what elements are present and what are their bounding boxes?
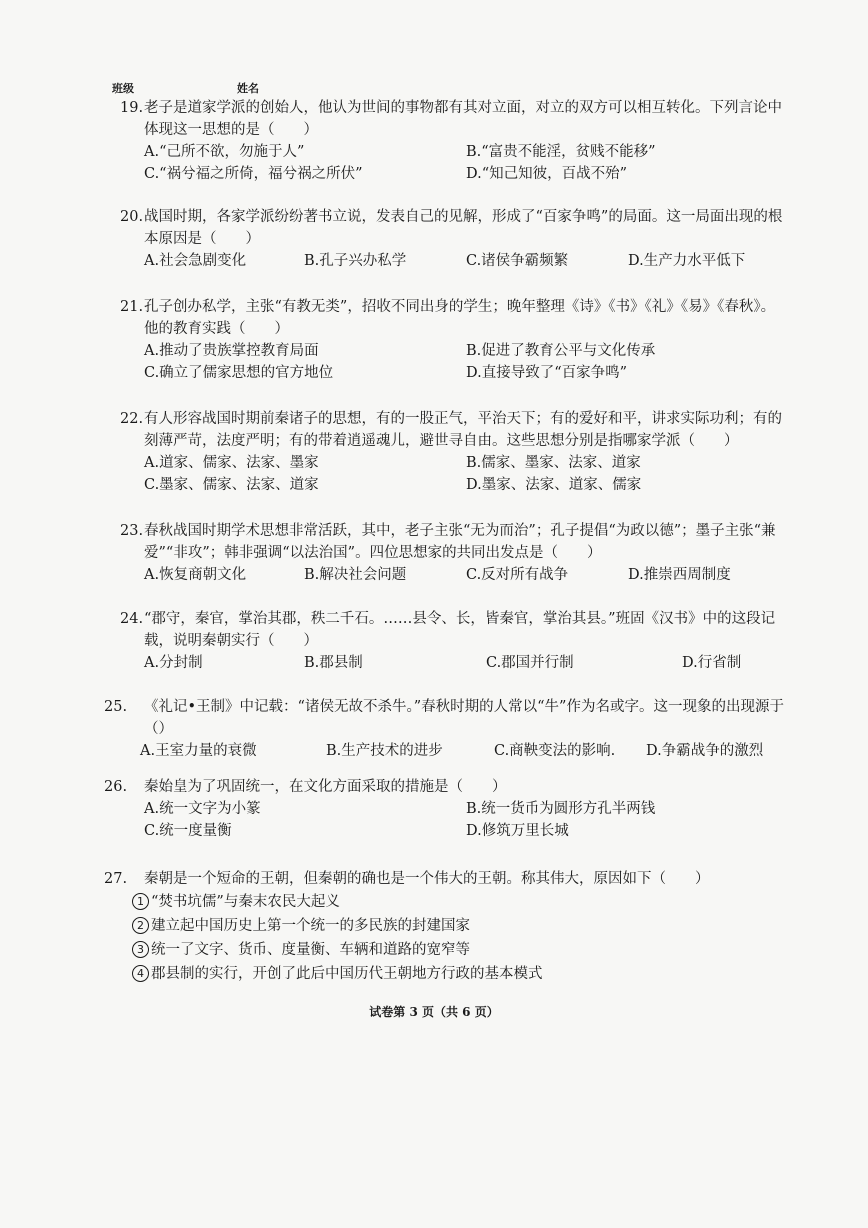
options-row	[144, 452, 784, 474]
question-text: 老子是道家学派的创始人，他认为世间的事物都有其对立面，对立的双方可以相互转化。下列言论中体现这一思想的是（ ）	[144, 100, 782, 138]
options-row	[144, 362, 784, 384]
question-stem	[120, 206, 784, 250]
question-20	[120, 206, 784, 272]
question-stem	[120, 520, 784, 564]
question-number: 21.	[120, 299, 144, 315]
option-a: A.统一文字为小篆	[144, 801, 261, 817]
question-22	[120, 408, 784, 496]
statement-text: 建立起中国历史上第一个统一的多民族的封建国家	[151, 918, 470, 934]
option-b: B.生产技术的进步	[326, 743, 443, 759]
option-a: A.社会急剧变化	[144, 253, 247, 269]
options-row	[144, 340, 784, 362]
options-row	[144, 564, 784, 586]
question-text: 秦始皇为了巩固统一，在文化方面采取的措施是（ ）	[144, 779, 507, 795]
option-b: B.“富贵不能淫，贫贱不能移”	[466, 144, 656, 160]
option-d: D.争霸战争的激烈	[646, 743, 764, 759]
question-stem	[104, 776, 784, 798]
option-c: C.郡国并行制	[486, 655, 574, 671]
option-c: C.“祸兮福之所倚，福兮祸之所伏”	[144, 166, 363, 182]
statement-marker: 2	[132, 917, 149, 934]
option-d: D.直接导致了“百家争鸣”	[466, 365, 628, 381]
options-row	[144, 820, 784, 842]
option-a: A.推动了贵族掌控教育局面	[144, 343, 319, 359]
option-c: C.墨家、儒家、法家、道家	[144, 477, 319, 493]
question-text: 春秋战国时期学术思想非常活跃，其中，老子主张“无为而治”；孔子提倡“为政以德”；墨子主张“兼爱”“非攻”；韩非强调“以法治国”。四位思想家的共同出发点是（ ）	[144, 523, 776, 561]
option-d: D.生产力水平低下	[628, 253, 746, 269]
question-text: 孔子创办私学，主张“有教无类”，招收不同出身的学生；晚年整理《诗》《书》《礼》《易》《春秋》。他的教育实践（ ）	[144, 299, 776, 337]
statement-item	[132, 938, 784, 962]
question-stem	[104, 868, 784, 890]
question-27	[104, 868, 784, 986]
options-row	[144, 474, 784, 496]
question-text: 秦朝是一个短命的王朝，但秦朝的确也是一个伟大的王朝。称其伟大，原因如下（ ）	[144, 871, 710, 887]
question-stem	[120, 296, 784, 340]
option-b: B.解决社会问题	[304, 567, 407, 583]
question-stem	[120, 97, 784, 141]
name-label: 姓名	[237, 82, 259, 95]
option-d: D.墨家、法家、道家、儒家	[466, 477, 642, 493]
option-d: D.“知己知彼，百战不殆”	[466, 166, 628, 182]
question-25	[104, 696, 784, 762]
question-stem	[104, 696, 784, 740]
options-row	[144, 163, 784, 185]
statement-item	[132, 890, 784, 914]
question-26	[104, 776, 784, 842]
statement-marker: 4	[132, 965, 149, 982]
question-number: 24.	[120, 611, 144, 627]
question-number: 23.	[120, 523, 144, 539]
options-row	[144, 250, 784, 272]
question-number: 20.	[120, 209, 144, 225]
option-c: C.反对所有战争	[466, 567, 569, 583]
question-number: 19.	[120, 100, 144, 116]
option-b: B.孔子兴办私学	[304, 253, 407, 269]
options-row	[144, 798, 784, 820]
option-a: A.恢复商朝文化	[144, 567, 247, 583]
question-24	[120, 608, 784, 674]
question-text: “郡守，秦官，掌治其郡，秩二千石。……县令、长，皆秦官，掌治其县。”班固《汉书》中的这段记载，说明秦朝实行（ ）	[144, 611, 776, 649]
option-a: A.王室力量的衰微	[140, 743, 257, 759]
options-row	[144, 652, 784, 674]
question-text: 有人形容战国时期前秦诸子的思想，有的一股正气，平治天下；有的爱好和平，讲求实际功利；有的刻薄严苛，法度严明；有的带着逍遥魂儿，避世寻自由。这些思想分别是指哪家学派（ ）	[144, 411, 782, 449]
option-c: C.商鞅变法的影响.	[494, 743, 616, 759]
option-a: A.道家、儒家、法家、墨家	[144, 455, 319, 471]
statement-text: “焚书坑儒”与秦末农民大起义	[151, 894, 340, 910]
option-d: D.行省制	[682, 655, 742, 671]
option-c: C.统一度量衡	[144, 823, 232, 839]
question-text: 战国时期，各家学派纷纷著书立说，发表自己的见解，形成了“百家争鸣”的局面。这一局面出现的根本原因是（ ）	[144, 209, 783, 247]
question-text: 《礼记•王制》中记载：“诸侯无故不杀牛。”春秋时期的人常以“牛”作为名或字。这一现象的出现源于（）	[144, 699, 784, 737]
statement-text: 郡县制的实行，开创了此后中国历代王朝地方行政的基本模式	[151, 966, 543, 982]
student-info-header	[112, 80, 259, 96]
statement-marker: 3	[132, 941, 149, 958]
statement-item	[132, 962, 784, 986]
option-b: B.儒家、墨家、法家、道家	[466, 455, 641, 471]
question-21	[120, 296, 784, 384]
question-19	[120, 97, 784, 185]
options-row	[140, 740, 784, 762]
question-stem	[120, 608, 784, 652]
question-stem	[120, 408, 784, 452]
class-label: 班级	[112, 82, 134, 95]
question-23	[120, 520, 784, 586]
option-a: A.分封制	[144, 655, 203, 671]
option-d: D.修筑万里长城	[466, 823, 569, 839]
option-b: B.郡县制	[304, 655, 363, 671]
statement-text: 统一了文字、货币、度量衡、车辆和道路的宽窄等	[151, 942, 470, 958]
option-b: B.促进了教育公平与文化传承	[466, 343, 656, 359]
option-c: C.诸侯争霸频繁	[466, 253, 569, 269]
options-row	[144, 141, 784, 163]
question-number: 25.	[104, 699, 128, 715]
option-a: A.“己所不欲，勿施于人”	[144, 144, 305, 160]
statement-item	[132, 914, 784, 938]
page-footer: 试卷第 3 页（共 6 页）	[369, 1005, 499, 1019]
option-c: C.确立了儒家思想的官方地位	[144, 365, 334, 381]
option-b: B.统一货币为圆形方孔半两钱	[466, 801, 656, 817]
question-number: 26.	[104, 779, 128, 795]
option-d: D.推崇西周制度	[628, 567, 731, 583]
question-number: 27.	[104, 871, 128, 887]
statement-marker: 1	[132, 893, 149, 910]
question-number: 22.	[120, 411, 144, 427]
